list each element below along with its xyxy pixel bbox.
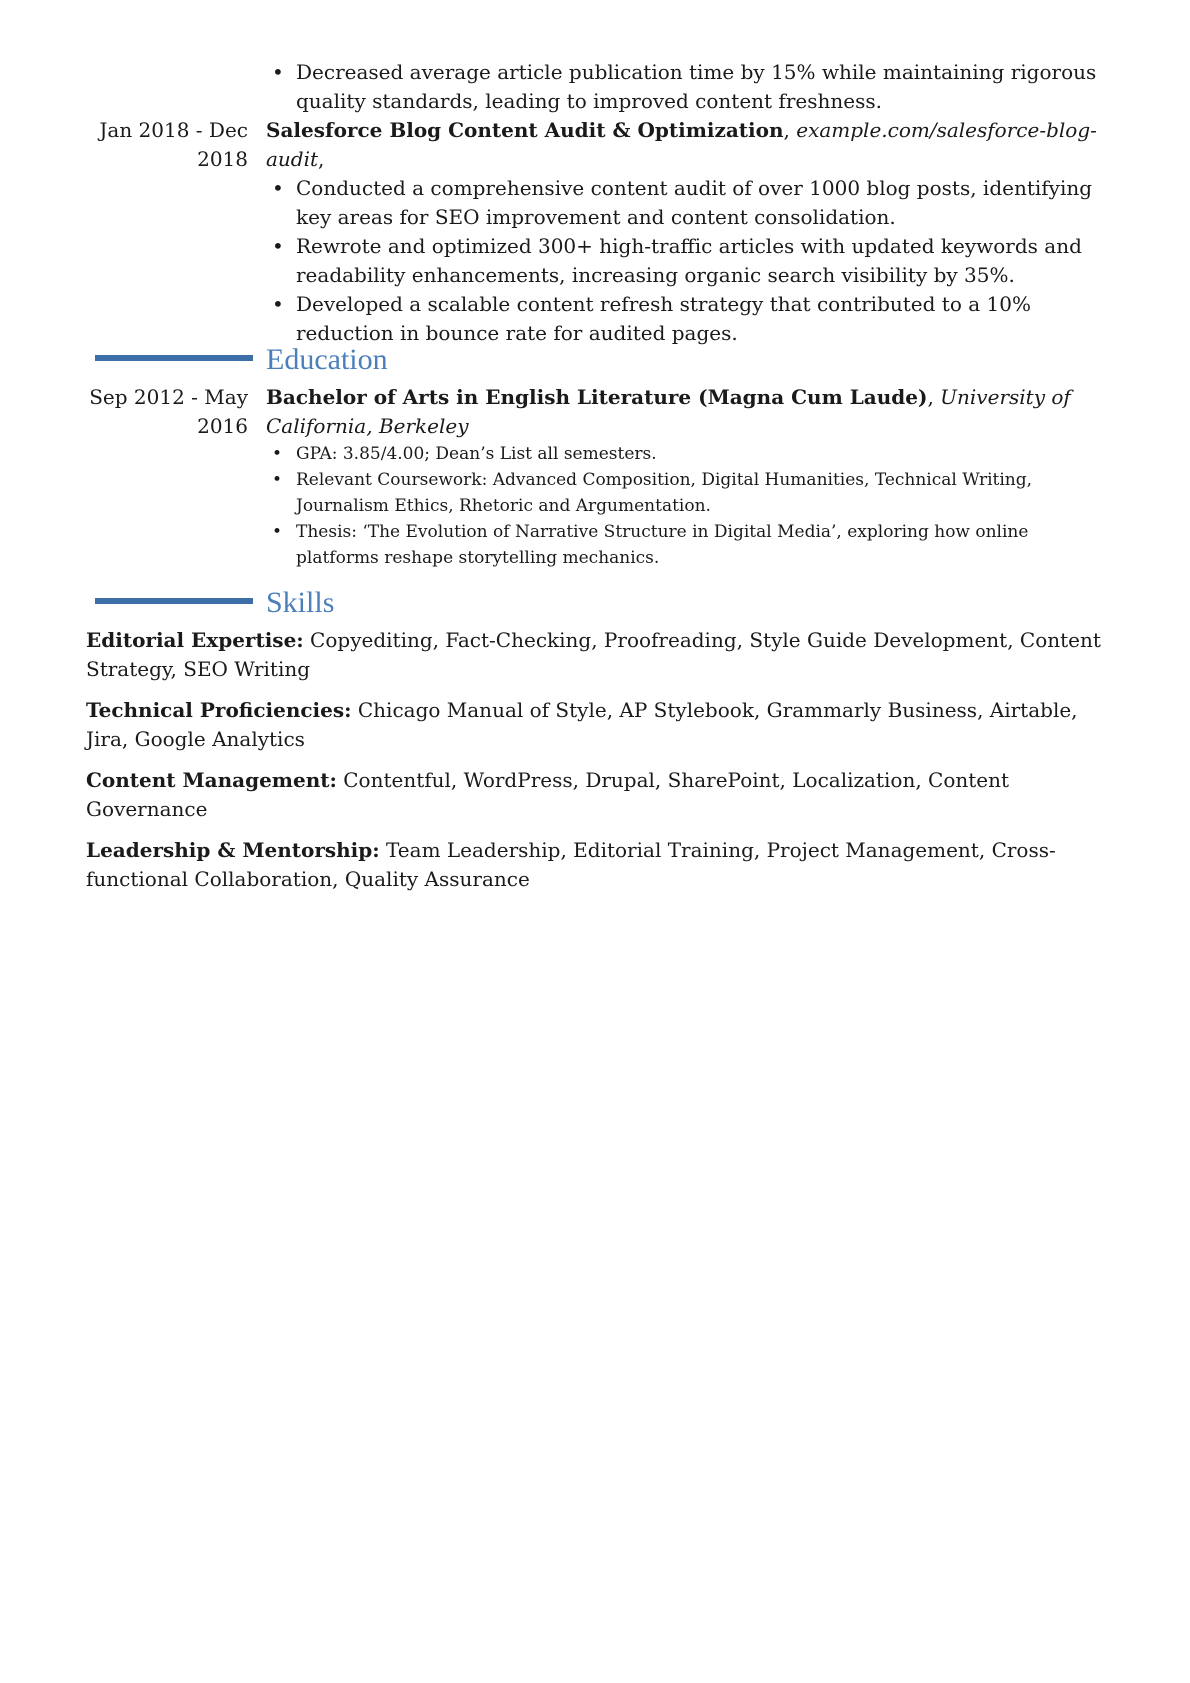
entry-date: Jan 2018 - Dec 2018: [99, 118, 248, 171]
entry-body: [266, 383, 1102, 571]
list-item: • Decreased average article publication time by 15% while maintaining rigorous quality standards, leading to improved content freshness.: [266, 58, 1102, 116]
entry-date: Sep 2012 - May 2016: [89, 385, 248, 438]
skill-row: [86, 836, 1116, 894]
education-heading: Education: [266, 343, 388, 376]
entry-title-line: Bachelor of Arts in English Literature (Magna Cum Laude), University of California, Berkeley: [266, 385, 1071, 438]
skill-value: Contentful, WordPress, Drupal, SharePoint, Localization, Content Governance: [86, 768, 1010, 821]
list-item: • Conducted a comprehensive content audit of over 1000 blog posts, identifying key areas for SEO improvement and content consolidation.: [266, 174, 1102, 232]
entry-body: [266, 116, 1102, 348]
skills-heading: Skills: [266, 586, 335, 619]
skill-value: Chicago Manual of Style, AP Stylebook, Grammarly Business, Airtable, Jira, Google Analytics: [86, 698, 1078, 751]
entry-title-line: Salesforce Blog Content Audit & Optimization, example.com/salesforce-blog-audit,: [266, 118, 1097, 171]
skill-label: Technical Proficiencies:: [86, 698, 352, 722]
education-details: [266, 441, 1102, 571]
list-item: • Rewrote and optimized 300+ high-traffic articles with updated keywords and readability enhancements, increasing organic search visibility by 35%.: [266, 232, 1102, 290]
skills-list: [86, 626, 1116, 894]
entry-body: [266, 58, 1102, 116]
skill-label: Editorial Expertise:: [86, 628, 304, 652]
project-link[interactable]: example.com/salesforce-blog-audit: [266, 118, 1097, 171]
list-item: • Thesis: ‘The Evolution of Narrative Structure in Digital Media’, exploring how online platforms reshape storytelling mechanics.: [266, 519, 1102, 571]
bullet-list: [266, 174, 1102, 348]
project-title: Salesforce Blog Content Audit & Optimization: [266, 118, 784, 142]
school-name: University of California, Berkeley: [266, 385, 1071, 438]
degree-title: Bachelor of Arts in English Literature (Magna Cum Laude): [266, 385, 928, 409]
list-item: • Relevant Coursework: Advanced Composition, Digital Humanities, Technical Writing, Journalism Ethics, Rhetoric and Argumentation.: [266, 467, 1102, 519]
skill-value: Copyediting, Fact-Checking, Proofreading, Style Guide Development, Content Strategy, SEO Writing: [86, 628, 1101, 681]
list-item: • GPA: 3.85/4.00; Dean’s List all semesters.: [266, 441, 1102, 467]
skill-value: Team Leadership, Editorial Training, Project Management, Cross-functional Collaboration, Quality Assurance: [86, 838, 1056, 891]
bullet-list: [266, 441, 1102, 571]
list-item: • Developed a scalable content refresh strategy that contributed to a 10% reduction in bounce rate for audited pages.: [266, 290, 1102, 348]
skill-label: Content Management:: [86, 768, 337, 792]
bullet-list: [266, 58, 1102, 116]
education-section-bar: [95, 355, 253, 361]
skill-label: Leadership & Mentorship:: [86, 838, 380, 862]
skill-row: [86, 696, 1116, 754]
skill-row: [86, 766, 1116, 824]
skill-row: [86, 626, 1116, 684]
skills-section-bar: [95, 598, 253, 604]
